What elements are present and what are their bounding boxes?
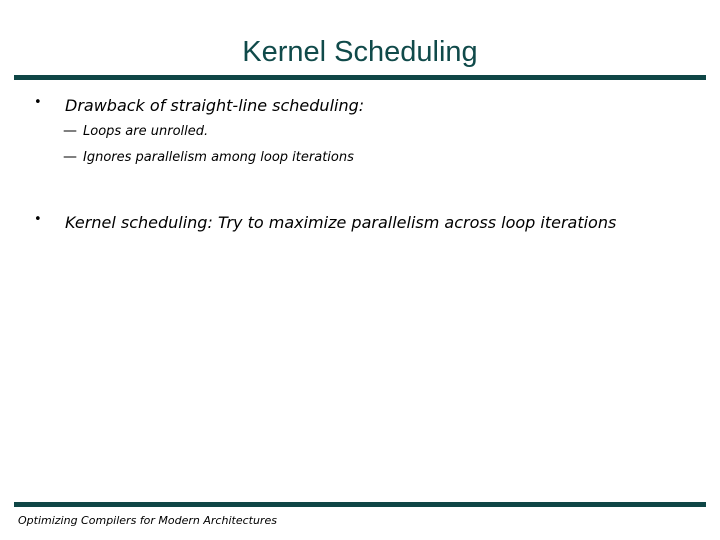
footer-divider bbox=[14, 502, 706, 507]
bullet-item-kernel-scheduling bbox=[34, 212, 674, 233]
dash-icon: — bbox=[63, 149, 77, 165]
sub-bullet-text: Ignores parallelism among loop iterations bbox=[83, 150, 354, 165]
bullet-text: Drawback of straight-line scheduling: bbox=[65, 96, 365, 115]
bullet-icon: • bbox=[34, 95, 42, 110]
sub-bullet-ignores-parallelism bbox=[63, 148, 354, 167]
bullet-item-drawback bbox=[34, 95, 674, 116]
dash-icon: — bbox=[63, 123, 77, 139]
sub-bullet-loops-unrolled bbox=[63, 122, 208, 141]
bullet-icon: • bbox=[34, 212, 42, 227]
title-divider bbox=[14, 75, 706, 80]
slide-title: Kernel Scheduling bbox=[242, 36, 478, 68]
bullet-text: Kernel scheduling: Try to maximize parallelism across loop iterations bbox=[65, 213, 617, 232]
sub-bullet-text: Loops are unrolled. bbox=[83, 124, 209, 139]
footer-text: Optimizing Compilers for Modern Architectures bbox=[18, 514, 277, 527]
